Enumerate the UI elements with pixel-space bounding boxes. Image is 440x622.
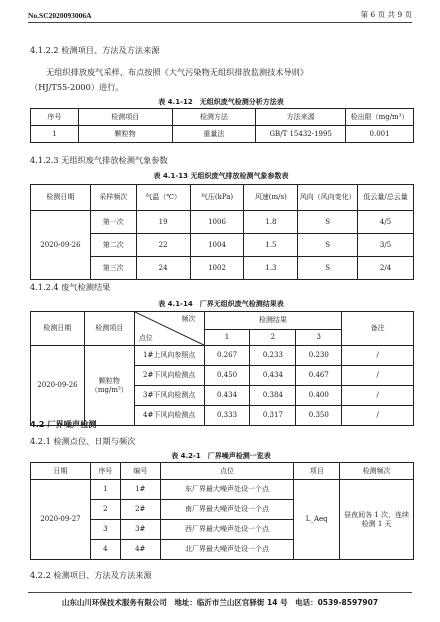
results-item-cell: 颗粒物（mg/m³） xyxy=(84,346,134,426)
results-diagonal-header: 频次 点位 xyxy=(134,312,204,346)
section-4124-heading: 4.1.2.4 废气检测结果 xyxy=(30,282,111,292)
noise-frequency-cell: 昼夜间各 1 次、连续检测 1 天 xyxy=(340,480,414,560)
document-number: No.SC2020093006A xyxy=(28,11,92,20)
table-row: 1 颗粒物 重量法 GB/T 15432-1995 0.001 xyxy=(31,126,414,143)
method-header-cell: 序号 xyxy=(31,109,79,126)
section-421-heading: 4.2.1 检测点位、日期与频次 xyxy=(30,436,136,446)
section-4122-text-line1: 无组织排放废气采样、布点按照《大气污染物无组织排放监测技术导则》 xyxy=(46,67,309,77)
results-date-cell: 2020-09-26 xyxy=(31,346,85,426)
table-row: 第三次 24 1002 1.3 S 2/4 xyxy=(31,257,414,280)
table-row: 第二次 22 1004 1.5 S 3/5 xyxy=(31,234,414,257)
section-4122-text-line2: （HJ/T55-2000）进行。 xyxy=(30,82,124,92)
table-row: 2020-09-26 颗粒物（mg/m³） 1#上风向参照点 0.267 0.233 0.230 / xyxy=(31,346,414,366)
table-414-caption: 表 4.1-14 厂界无组织废气检测结果表 xyxy=(158,300,284,308)
method-header-cell: 检出限（mg/m³） xyxy=(346,109,414,126)
table-413-caption: 表 4.1-13 无组织废气排放检测气象参数表 xyxy=(153,172,289,180)
method-table xyxy=(30,108,414,143)
method-header-cell: 方法来源 xyxy=(256,109,346,126)
noise-table: 日期 序号 编号 点位 项目 检测频次 2020-09-27 1 1# 东厂界最大噪声处设一个点 L_Aeq 昼夜间各 1 次、连续检测 1 天 2 2# 南厂界最大噪声处设一个点 3 3# 西厂界最大噪声处设一个点 4 4# 北厂界最大噪声处设一个点 xyxy=(30,462,414,560)
page-indicator: 第 6 页 共 9 页 xyxy=(360,10,412,19)
table-row: 2#下风向检测点 0.450 0.434 0.467 / xyxy=(31,366,414,386)
section-4123-heading: 4.1.2.3 无组织废气排放检测气象参数 xyxy=(30,155,168,165)
table-row: 4#下风向检测点 0.333 0.317 0.350 / xyxy=(31,406,414,426)
method-header-cell: 检测方法 xyxy=(172,109,256,126)
section-42-heading: 4.2 厂界噪声检测 xyxy=(30,419,97,429)
weather-date-cell: 2020-09-26 xyxy=(31,211,91,280)
table-421-caption: 表 4.2-1 厂界噪声检测一览表 xyxy=(171,452,271,460)
section-4122-heading: 4.1.2.2 检测项目、方法及方法来源 xyxy=(30,45,160,55)
method-header-cell: 检测项目 xyxy=(78,109,172,126)
table-row: 3#下风向检测点 0.434 0.384 0.400 / xyxy=(31,386,414,406)
table-row: 3 3# 西厂界最大噪声处设一个点 xyxy=(31,520,414,540)
table-row: 2020-09-26 第一次 19 1006 1.8 S 4/5 xyxy=(31,211,414,234)
noise-date-cell: 2020-09-27 xyxy=(31,480,91,560)
table-row: 2020-09-27 1 1# 东厂界最大噪声处设一个点 L_Aeq 昼夜间各 1 次、连续检测 1 天 xyxy=(31,480,414,500)
table-row: 4 4# 北厂界最大噪声处设一个点 xyxy=(31,540,414,560)
section-422-heading: 4.2.2 检测项目、方法及方法来源 xyxy=(30,570,152,580)
noise-item-cell: L_Aeq xyxy=(294,480,340,560)
results-table: 检测日期 检测项目 频次 点位 检测结果 备注 1 2 3 2020-09-26 颗粒物（mg/m³） 1#上风向参照点 0.267 0.233 0.230 / 2#下风向检测点 0.450 0.434 0.467 / 3#下风向检测点 0.434 0.384 0.400 / 4#下风向检测点 0.333 0.317 0.350 / xyxy=(30,311,414,426)
page-footer: 山东山川环保技术服务有限公司 地址：临沂市兰山区官驿街 14 号 电话：0539-8597907 xyxy=(28,592,412,608)
table-412-caption: 表 4.1-12 无组织废气检测分析方法表 xyxy=(158,98,284,106)
table-row: 2 2# 南厂界最大噪声处设一个点 xyxy=(31,500,414,520)
page-header xyxy=(28,9,412,23)
weather-table: 检测日期 采样频次 气温（℃） 气压(kPa) 风速(m/s) 风向（风向变化） 低云量/总云量 2020-09-26 第一次 19 1006 1.8 S 4/5 第二次 22 1004 1.5 S 3/5 第三次 24 1002 1.3 S 2/4 xyxy=(30,184,414,280)
